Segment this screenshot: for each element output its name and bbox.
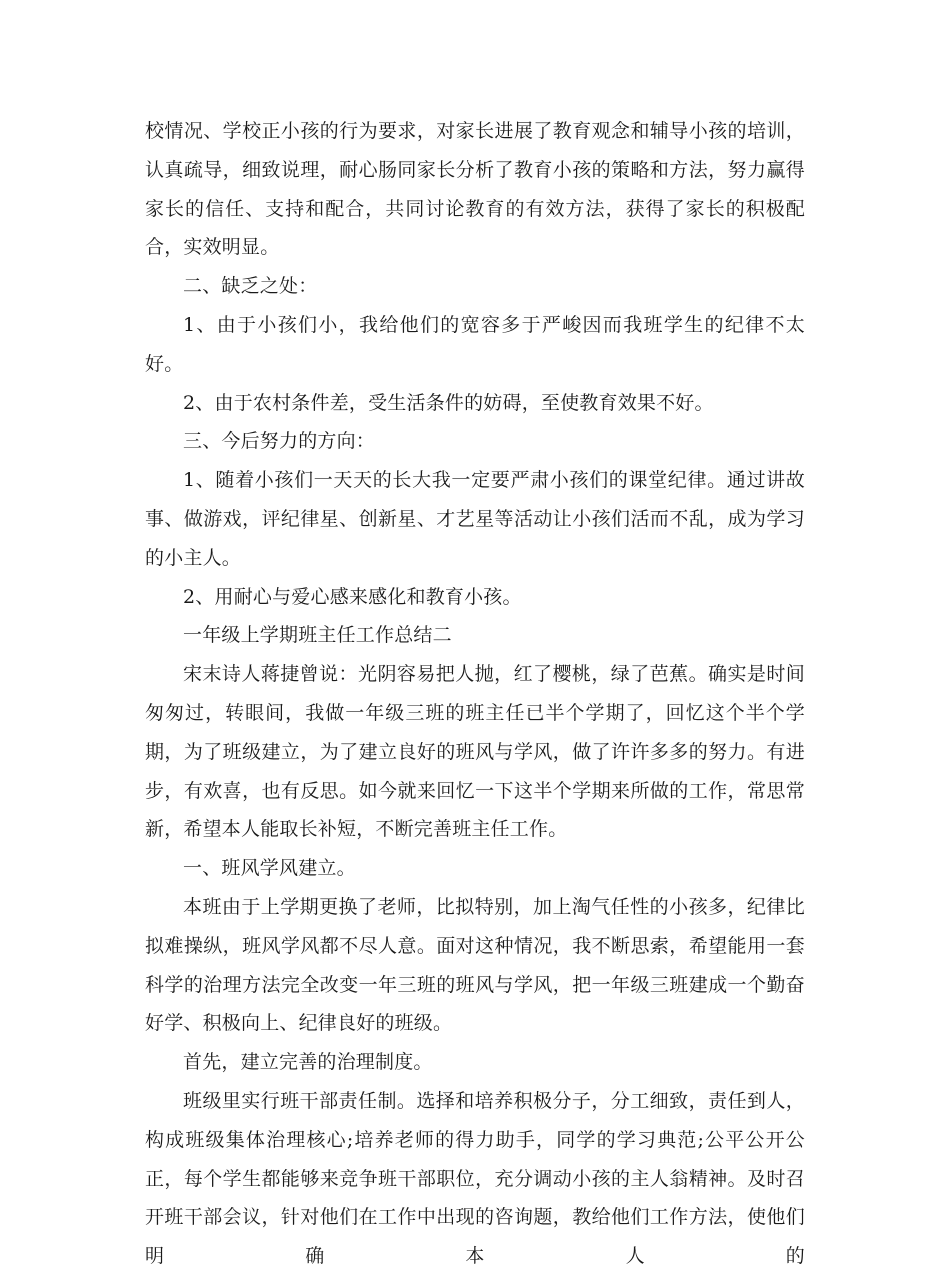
paragraph-direction-2: 2、用耐心与爱心感来感化和教育小孩。: [183, 585, 522, 608]
paragraph-shortcoming-1: 1、由于小孩们小，我给他们的宽容多于严峻因而我班学生的纪律不太好。: [145, 313, 805, 375]
paragraph-class-style: 本班由于上学期更换了老师，比拟特别，加上淘气任性的小孩多，纪律比拟难操纵，班风学风都不尽人意。面对这种情况，我不断思索，希望能用一套科学的治理方法完全改变一年三班的班风与学风，把一年级三班建成一个勤奋好学、积极向上、纪律良好的班级。: [145, 895, 805, 1035]
paragraph-intro-continued: 校情况、学校正小孩的行为要求，对家长进展了教育观念和辅导小孩的培训，认真疏导，细致说理，耐心肠同家长分析了教育小孩的策略和方法，努力赢得家长的信任、支持和配合，共同讨论教育的有效方法，获得了家长的积极配合，实效明显。: [145, 120, 805, 259]
heading-future-direction: 三、今后努力的方向：: [183, 430, 376, 453]
heading-management-system: 首先，建立完善的治理制度。: [183, 1051, 433, 1074]
paragraph-shortcoming-2: 2、由于农村条件差，受生活条件的妨碍，至使教育效果不好。: [183, 391, 714, 414]
heading-class-style: 一、班风学风建立。: [183, 857, 356, 880]
paragraph-class-cadre: 班级里实行班干部责任制。选择和培养积极分子，分工细致，责任到人，构成班级集体治理核心;培养老师的得力助手，同学的学习典范;公平公开公正，每个学生都能够来竞争班干部职位，充分调动小孩的主人翁精神。及时召开班干部会议，针对他们在工作中出现的咨询题，教给他们工作方法，使他们明确本人的: [145, 1089, 805, 1268]
paragraph-direction-1: 1、随着小孩们一天天的长大我一定要严肃小孩们的课堂纪律。通过讲故事、做游戏，评纪律星、创新星、才艺星等活动让小孩们活而不乱，成为学习的小主人。: [145, 469, 805, 569]
section-title-summary-two: 一年级上学期班主任工作总结二: [183, 624, 452, 647]
paragraph-summary-intro: 宋末诗人蒋捷曾说：光阴容易把人抛，红了樱桃，绿了芭蕉。确实是时间匆匆过，转眼间，我做一年级三班的班主任已半个学期了，回忆这个半个学期，为了班级建立，为了建立良好的班风与学风，做了许许多多的努力。有进步，有欢喜，也有反思。如今就来回忆一下这半个学期来所做的工作，常思常新，希望本人能取长补短，不断完善班主任工作。: [145, 663, 805, 841]
heading-shortcomings: 二、缺乏之处：: [183, 275, 318, 298]
document-page: [145, 112, 805, 1276]
